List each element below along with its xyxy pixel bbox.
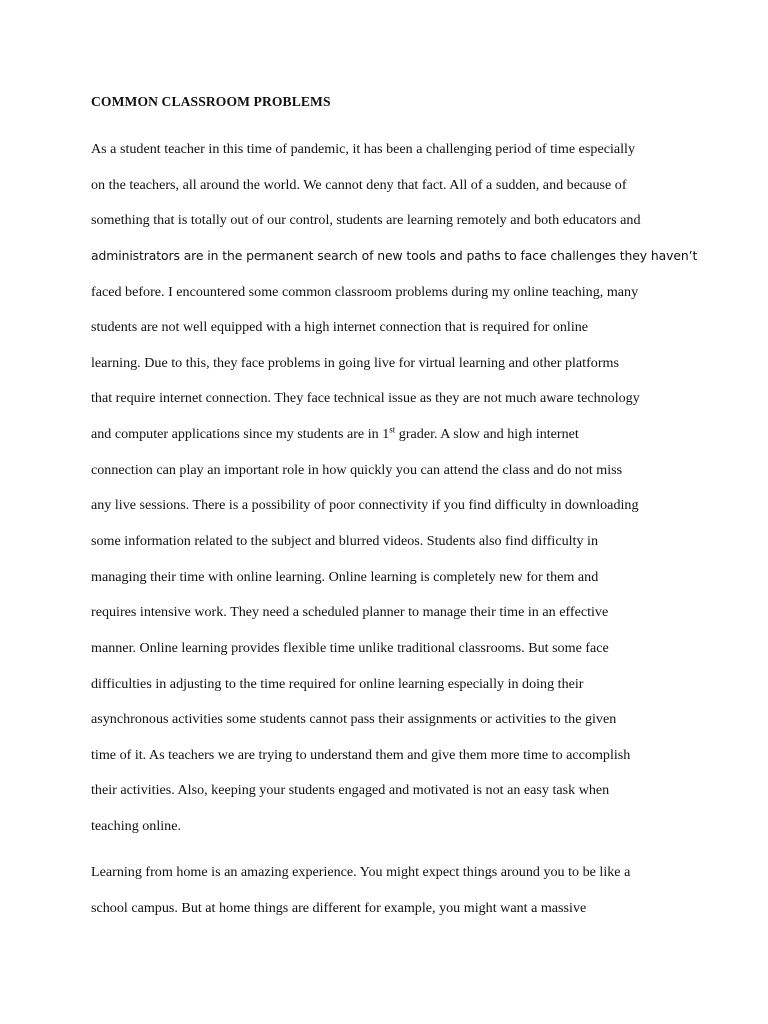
paragraph-1-line-8: that require internet connection. They face technical issue as they are not much aware technology bbox=[91, 390, 640, 406]
paragraph-1-line-13: managing their time with online learning. Online learning is completely new for them and bbox=[91, 569, 599, 585]
paragraph-1-line-16: difficulties in adjusting to the time required for online learning especially in doing their bbox=[91, 676, 584, 692]
paragraph-1-line-3: something that is totally out of our control, students are learning remotely and both educators and bbox=[91, 212, 641, 228]
paragraph-2-line-1: Learning from home is an amazing experience. You might expect things around you to be like a bbox=[91, 864, 631, 880]
paragraph-1-line-18: time of it. As teachers we are trying to understand them and give them more time to accomplish bbox=[91, 747, 631, 763]
paragraph-1-line-9-before: and computer applications since my students are in 1 bbox=[91, 426, 390, 442]
paragraph-1-line-5: faced before. I encountered some common classroom problems during my online teaching, many bbox=[91, 284, 639, 300]
paragraph-1-line-20: teaching online. bbox=[91, 818, 182, 834]
ordinal-suffix: st bbox=[389, 424, 396, 435]
paragraph-1-line-9 bbox=[91, 425, 579, 443]
paragraph-1-line-19: their activities. Also, keeping your students engaged and motivated is not an easy task when bbox=[91, 782, 610, 798]
paragraph-1-line-1: As a student teacher in this time of pandemic, it has been a challenging period of time especially bbox=[91, 141, 635, 157]
paragraph-1-line-15: manner. Online learning provides flexible time unlike traditional classrooms. But some face bbox=[91, 640, 609, 656]
document-title: COMMON CLASSROOM PROBLEMS bbox=[91, 94, 331, 109]
paragraph-1-line-7: learning. Due to this, they face problems in going live for virtual learning and other platforms bbox=[91, 355, 619, 371]
paragraph-1-line-2: on the teachers, all around the world. We cannot deny that fact. All of a sudden, and because of bbox=[91, 177, 627, 193]
paragraph-1-line-10: connection can play an important role in how quickly you can attend the class and do not miss bbox=[91, 462, 623, 478]
paragraph-1-line-12: some information related to the subject and blurred videos. Students also find difficulty in bbox=[91, 533, 599, 549]
paragraph-1-line-14: requires intensive work. They need a scheduled planner to manage their time in an effective bbox=[91, 604, 609, 620]
paragraph-1-line-11: any live sessions. There is a possibility of poor connectivity if you find difficulty in downloading bbox=[91, 497, 639, 513]
paragraph-1-line-17: asynchronous activities some students cannot pass their assignments or activities to the given bbox=[91, 711, 617, 727]
paragraph-1-line-4: administrators are in the permanent search of new tools and paths to face challenges they haven’t bbox=[91, 248, 698, 263]
paragraph-1-line-6: students are not well equipped with a high internet connection that is required for online bbox=[91, 319, 589, 335]
paragraph-2-line-2: school campus. But at home things are different for example, you might want a massive bbox=[91, 900, 587, 916]
paragraph-1-line-9-after: grader. A slow and high internet bbox=[395, 426, 579, 442]
